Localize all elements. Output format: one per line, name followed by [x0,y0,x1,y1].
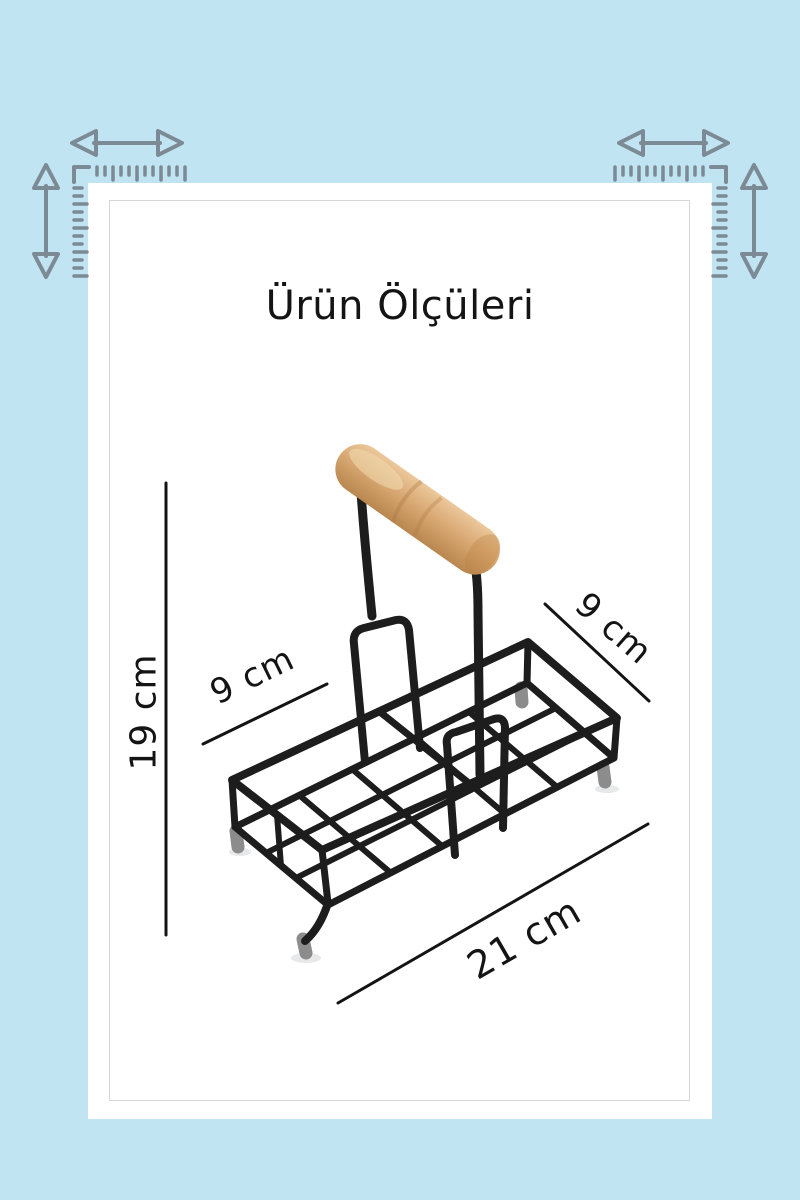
length-dimension-label: 21 cm [459,888,589,989]
corner-ruler-icon [615,167,726,276]
height-dimension-label: 19 cm [123,653,165,771]
wooden-handle [326,434,510,584]
basket-floor-cross-wires [299,712,557,873]
vertical-arrow-icon [742,165,766,277]
dimension-annotations [124,483,660,1003]
depth-right-dimension-label: 9 cm [566,584,660,673]
product-illustration [229,434,619,963]
top-left-ruler-decoration [34,131,185,277]
width-left-dimension-label: 9 cm [203,638,301,714]
handle-left-wire [361,492,372,616]
vertical-arrow-icon [34,165,58,277]
basket-front-foot-wire [305,903,328,941]
corner-ruler-icon [74,167,185,276]
horizontal-arrow-icon [619,131,728,155]
basket-bottom-rim [235,683,614,905]
top-right-ruler-decoration [615,131,766,277]
page-title: Ürün Ölçüleri [265,283,535,329]
horizontal-arrow-icon [72,131,182,155]
